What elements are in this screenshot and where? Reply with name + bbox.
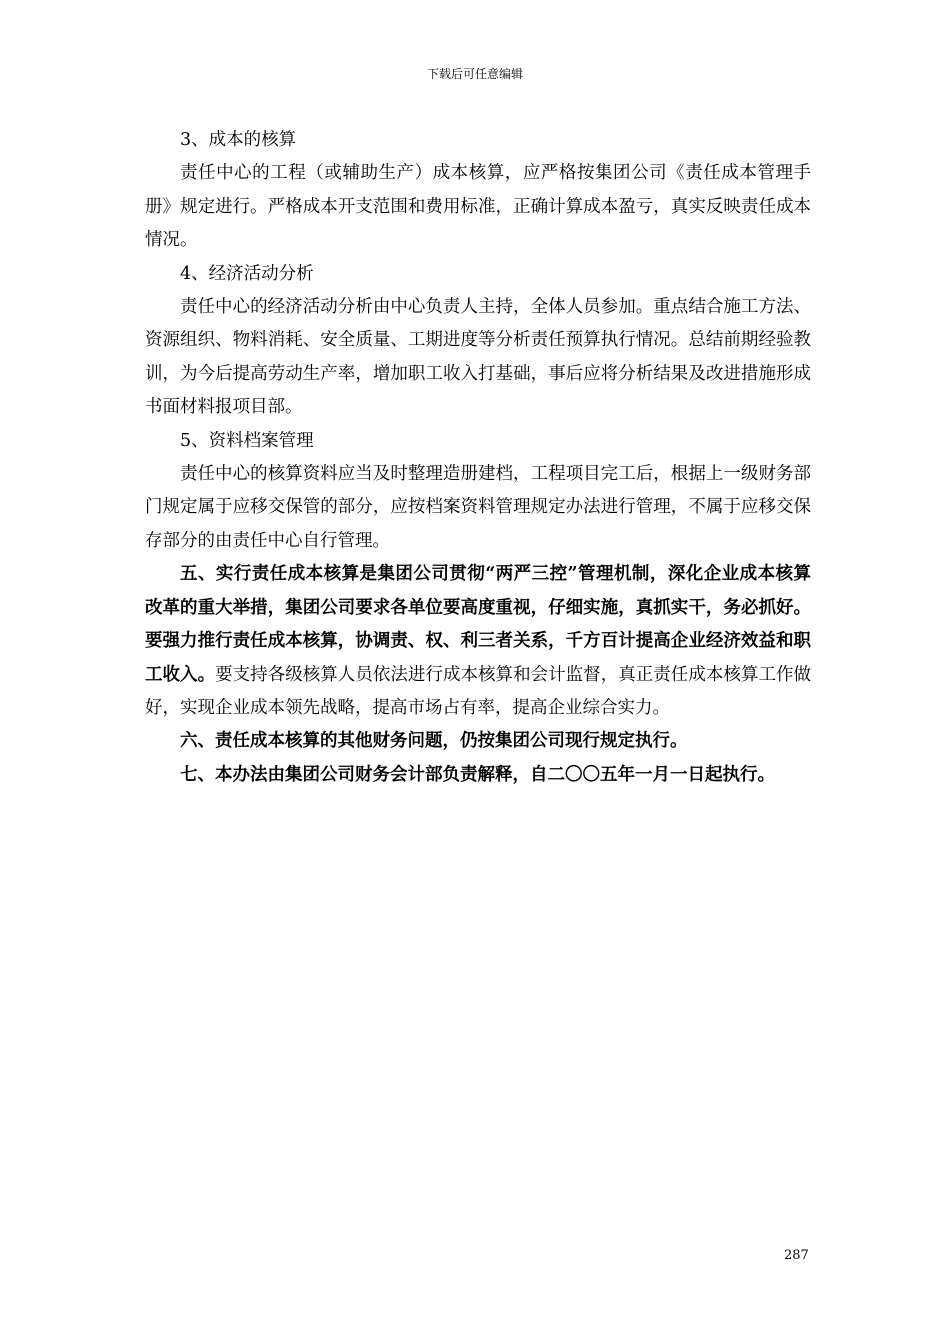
article-5 (145, 558, 811, 725)
article-5-normal-text: 要支持各级核算人员依法进行成本核算和会计监督，真正责任成本核算工作做好，实现企业成本领先战略，提高市场占有率，提高企业综合实力。 (145, 664, 811, 718)
article-7: 七、本办法由集团公司财务会计部负责解释，自二〇〇五年一月一日起执行。 (180, 764, 775, 785)
section-3-heading: 3、成本的核算 (180, 130, 297, 150)
article-5-bold-text: 五、实行责任成本核算是集团公司贯彻“两严三控”管理机制，深化企业成本核算改革的重大举措，集团公司要求各单位要高度重视，仔细实施，真抓实干，务必抓好。要强力推行责任成本核算，协调责、权、利三者关系，千方百计提高企业经济效益和职工收入。 (145, 564, 811, 685)
section-3-body: 责任中心的工程（或辅助生产）成本核算，应严格按集团公司《责任成本管理手册》规定进行。严格成本开支范围和费用标准，正确计算成本盈亏，真实反映责任成本情况。 (145, 163, 811, 251)
section-5-heading: 5、资料档案管理 (180, 430, 314, 451)
section-5-body: 责任中心的核算资料应当及时整理造册建档，工程项目完工后，根据上一级财务部门规定属于应移交保管的部分，应按档案资料管理规定办法进行管理，不属于应移交保存部分的由责任中心自行管理。 (145, 464, 811, 551)
page-header: 下载后可任意编辑 (426, 67, 523, 81)
article-6: 六、责任成本核算的其他财务问题，仍按集团公司现行规定执行。 (180, 731, 688, 752)
section-4-heading: 4、经济活动分析 (180, 263, 314, 284)
document-body (145, 124, 811, 792)
page-number: 287 (784, 1248, 809, 1263)
section-4-body: 责任中心的经济活动分析由中心负责人主持，全体人员参加。重点结合施工方法、资源组织、物料消耗、安全质量、工期进度等分析责任预算执行情况。总结前期经验教训，为今后提高劳动生产率，增加职工收入打基础，事后应将分析结果及改进措施形成书面材料报项目部。 (145, 297, 811, 418)
